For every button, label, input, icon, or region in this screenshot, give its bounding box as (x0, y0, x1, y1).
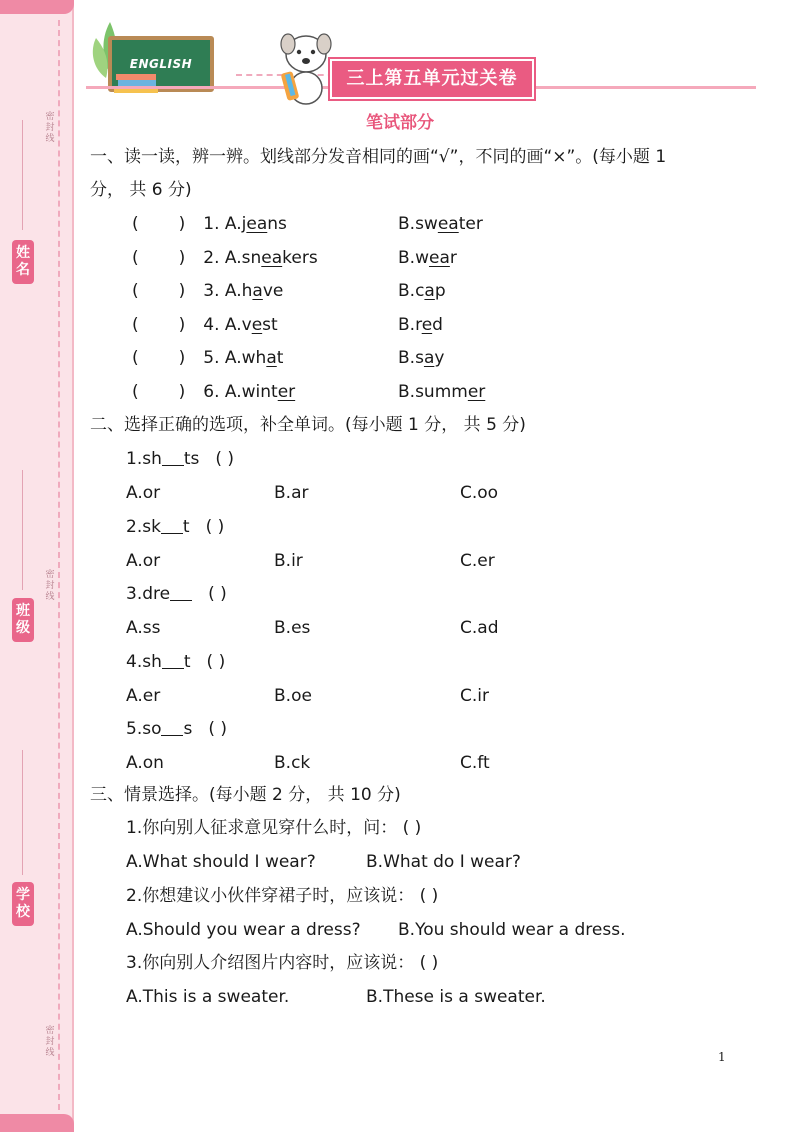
option-a: A.Should you wear a dress? (126, 919, 361, 940)
answer-paren[interactable]: ( ) (208, 719, 228, 739)
option-a: A.er (126, 685, 161, 706)
word-b-prefix: B.s (398, 348, 424, 368)
word-a-prefix: wint (241, 381, 278, 402)
word-a-prefix: v (241, 314, 252, 335)
word-b-suffix: y (434, 348, 445, 368)
situation-question-1: 1.你向别人征求意见穿什么时，问： ( ) (126, 818, 422, 838)
word-b-5 (398, 347, 444, 369)
word-b-prefix: B.c (398, 281, 425, 301)
word-b-2 (398, 247, 457, 269)
option-a: A.What should I wear? (126, 852, 316, 872)
word-a-prefix: sn (241, 247, 262, 268)
word-b-4 (398, 314, 443, 336)
option-b: B.es (274, 618, 311, 638)
answer-paren-right: ) (178, 381, 186, 402)
word-b-prefix: B.w (398, 247, 429, 268)
sidebar-bottom-tab (0, 1114, 74, 1132)
item-number: 2. A. (203, 247, 242, 268)
answer-paren-right: ) (178, 281, 186, 301)
word-a-prefix: h (241, 281, 253, 301)
word-prefix: 1.sh (126, 449, 162, 469)
word-blank[interactable] (162, 449, 184, 466)
word-a-prefix: j (241, 214, 247, 234)
pronunciation-item-5 (132, 347, 283, 369)
word-blank[interactable] (170, 584, 192, 601)
pronunciation-item-3 (132, 280, 283, 302)
word-a-suffix: t (276, 348, 284, 368)
option-c: C.oo (460, 483, 499, 503)
answer-paren-left: ( (132, 214, 139, 234)
word-a-underlined: ea (246, 214, 268, 234)
word-b-underlined: a (424, 281, 435, 301)
part2-heading: 二、选择正确的选项，补全单词。(每小题 1 分， 共 5 分) (90, 415, 526, 435)
fill-word-question-1 (126, 448, 234, 470)
fill-word-question-4 (126, 651, 225, 673)
class-write-line (22, 470, 23, 590)
option-b: B.ir (274, 550, 303, 571)
word-a-underlined: a (252, 281, 263, 301)
option-a: A.or (126, 483, 161, 503)
books-icon (114, 72, 160, 94)
word-b-6 (398, 381, 485, 403)
answer-paren[interactable]: ( ) (205, 516, 225, 537)
answer-paren[interactable]: ( ) (206, 651, 226, 672)
fill-word-question-5 (126, 718, 227, 740)
option-c: C.ir (460, 685, 489, 706)
word-a-underlined: e (251, 314, 263, 335)
word-b-underlined: er (467, 381, 486, 402)
school-label-badge: 学校 (12, 882, 34, 926)
item-number: 3. A. (203, 281, 242, 301)
word-prefix: 2.sk (126, 516, 161, 537)
answer-paren[interactable]: ( ) (208, 584, 227, 604)
section-title: 笔试部分 (366, 113, 434, 133)
answer-paren-right: ) (178, 348, 186, 368)
class-label-badge: 班级 (12, 598, 34, 642)
word-a-underlined: a (266, 348, 277, 368)
sidebar-top-tab (0, 0, 74, 14)
option-c: C.ft (460, 753, 490, 773)
word-b-prefix: B.summ (398, 381, 468, 402)
word-b-suffix: d (432, 314, 443, 335)
name-label-badge: 姓名 (12, 240, 34, 284)
word-a-suffix: st (262, 314, 278, 335)
word-a-suffix: ns (267, 214, 287, 234)
name-write-line (22, 120, 23, 230)
option-a: A.This is a sweater. (126, 987, 290, 1007)
cut-line-label-bottom: 密封线 (45, 1026, 55, 1058)
part3-heading: 三、情景选择。(每小题 2 分， 共 10 分) (90, 785, 401, 805)
word-prefix: 3.dre (126, 584, 171, 604)
cut-line-label-middle: 密封线 (45, 570, 55, 602)
fill-word-question-3 (126, 583, 227, 605)
part1-heading: 一、读一读，辨一辨。划线部分发音相同的画“√”，不同的画“×”。(每小题 1 (90, 147, 667, 167)
word-b-suffix: ter (458, 214, 483, 234)
page-number: 1 (718, 1050, 726, 1064)
answer-paren-right: ) (178, 214, 186, 234)
word-b-suffix: r (449, 247, 457, 268)
option-a: A.on (126, 753, 164, 773)
word-suffix: ts (183, 449, 200, 469)
binding-sidebar (0, 0, 74, 1132)
word-b-underlined: ea (428, 247, 450, 268)
word-blank[interactable] (162, 652, 184, 669)
sidebar-dashed-border (8, 20, 60, 1110)
answer-paren-left: ( (132, 281, 139, 301)
option-b: B.You should wear a dress. (398, 919, 626, 940)
cut-line-label-top: 密封线 (45, 112, 55, 144)
answer-paren-left: ( (132, 247, 139, 268)
pronunciation-item-4 (132, 314, 278, 336)
school-write-line (22, 750, 23, 875)
fill-word-question-2 (126, 516, 224, 538)
option-a: A.ss (126, 618, 161, 638)
word-b-underlined: e (421, 314, 433, 335)
word-b-3 (398, 280, 446, 302)
option-b: B.These is a sweater. (366, 987, 546, 1007)
option-b: B.ar (274, 483, 309, 503)
answer-paren-left: ( (132, 381, 139, 402)
situation-question-3: 3.你向别人介绍图片内容时，应该说： ( ) (126, 953, 439, 973)
word-prefix: 5.so (126, 719, 162, 739)
page-header (86, 14, 756, 104)
word-b-prefix: B.r (398, 314, 422, 335)
part1-heading-cont: 分， 共 6 分) (90, 180, 192, 200)
option-b: B.oe (274, 685, 312, 706)
pronunciation-item-1 (132, 213, 287, 235)
english-chalkboard: ENGLISH (108, 36, 214, 92)
option-c: C.er (460, 550, 495, 571)
option-a: A.or (126, 550, 161, 571)
word-blank[interactable] (161, 719, 183, 736)
option-b: B.ck (274, 753, 311, 773)
answer-paren-right: ) (178, 314, 186, 335)
answer-paren[interactable]: ( ) (215, 449, 235, 469)
word-b-underlined: ea (437, 214, 459, 234)
dog-mascot-icon (274, 30, 338, 106)
word-a-suffix: kers (282, 247, 318, 268)
word-b-prefix: B.sw (398, 214, 438, 234)
item-number: 6. A. (203, 381, 242, 402)
word-a-prefix: wh (241, 348, 267, 368)
word-suffix: s (183, 719, 193, 739)
answer-paren-left: ( (132, 348, 139, 368)
exam-title-banner: 三上第五单元过关卷 (330, 59, 534, 99)
word-a-underlined: ea (261, 247, 283, 268)
option-c: C.ad (460, 618, 499, 638)
word-a-suffix: ve (262, 281, 284, 301)
word-b-suffix: p (434, 281, 446, 301)
word-b-1 (398, 213, 483, 235)
item-number: 4. A. (203, 314, 242, 335)
item-number: 5. A. (203, 348, 242, 368)
word-b-underlined: a (423, 348, 435, 368)
item-number: 1. A. (203, 214, 242, 234)
pronunciation-item-2 (132, 247, 318, 269)
situation-question-2: 2.你想建议小伙伴穿裙子时，应该说： ( ) (126, 885, 439, 906)
word-blank[interactable] (161, 517, 183, 534)
answer-paren-left: ( (132, 314, 139, 335)
word-prefix: 4.sh (126, 651, 162, 672)
word-a-underlined: er (277, 381, 296, 402)
word-suffix: t (182, 516, 190, 537)
option-b: B.What do I wear? (366, 852, 521, 872)
pronunciation-item-6 (132, 381, 295, 403)
answer-paren-right: ) (178, 247, 186, 268)
word-suffix: t (183, 651, 191, 672)
